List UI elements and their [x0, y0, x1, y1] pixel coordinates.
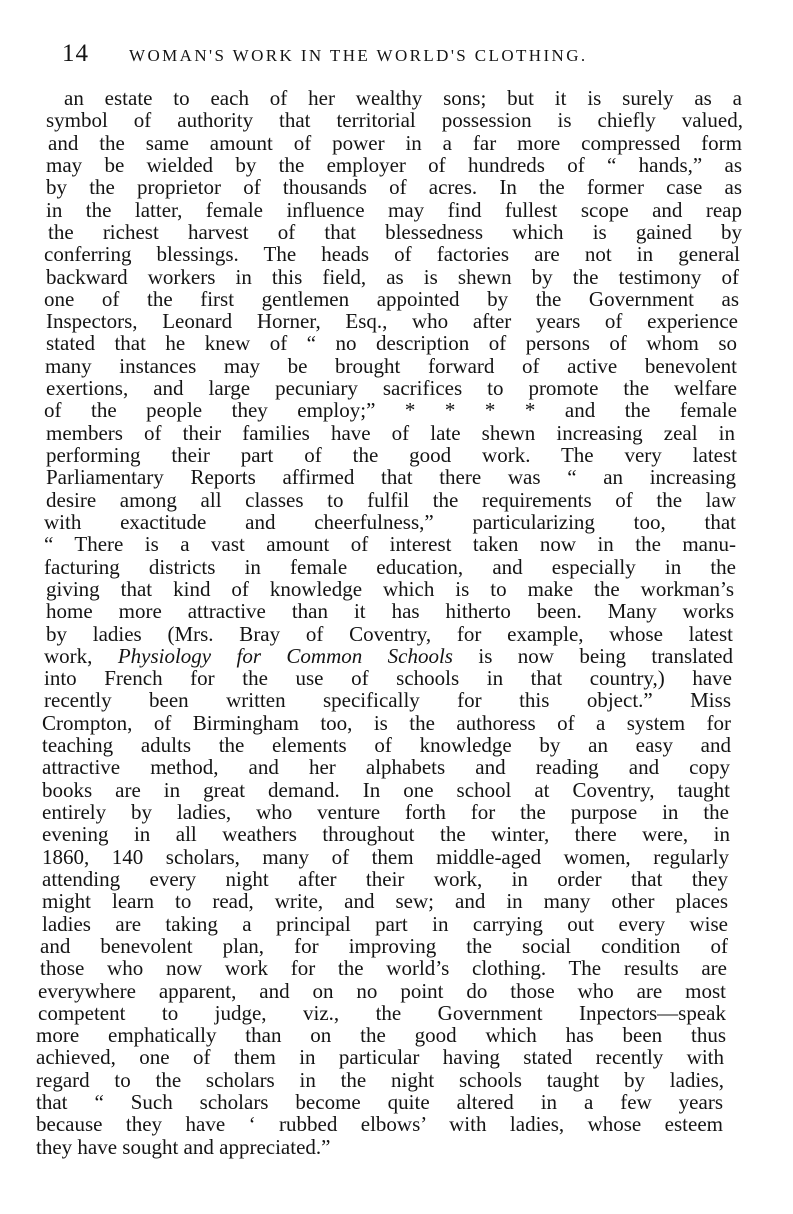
line-text: by ladies (Mrs. Bray of Coventry, for example, whose latest [46, 621, 733, 646]
text-line [36, 1136, 768, 1158]
text-line [36, 288, 768, 310]
text-line [36, 890, 768, 912]
page-number: 14 [62, 40, 89, 67]
line-text: the richest harvest of that blessedness which is gained by [48, 219, 742, 244]
line-text: recently been written specifically for this object.” Miss [44, 688, 731, 713]
line-text: competent to judge, viz., the Government Inpectors—speak [38, 1000, 726, 1025]
line-text: stated that he knew of “ no description of persons of whom so [46, 331, 737, 356]
text-line [36, 422, 768, 444]
text-line [36, 489, 768, 511]
text-line [36, 1046, 768, 1068]
text-line [36, 511, 768, 533]
text-line [36, 444, 768, 466]
line-text: conferring blessings. The heads of factories are not in general [44, 242, 740, 267]
text-line [36, 600, 768, 622]
line-text: giving that kind of knowledge which is to make the workman’s [46, 576, 734, 601]
text-line [36, 556, 768, 578]
line-text: home more attractive than it has hitherto been. Many works [46, 599, 734, 624]
text-line [36, 355, 768, 377]
text-line [36, 377, 768, 399]
line-text: members of their families have of late shewn increasing zeal in [46, 420, 735, 445]
text-line [36, 1002, 768, 1024]
line-text: of the people they employ;” * * * * and the female [44, 398, 737, 423]
line-text: might learn to read, write, and sew; and in many other places [42, 889, 728, 914]
line-text: symbol of authority that territorial possession is chiefly valued, [46, 108, 743, 133]
line-text: with exactitude and cheerfulness,” particularizing too, that [44, 509, 736, 534]
text-line [36, 779, 768, 801]
text-line [36, 1091, 768, 1113]
text-line [36, 801, 768, 823]
line-text: by the proprietor of thousands of acres. In the former case as [46, 175, 742, 200]
line-text: attractive method, and her alphabets and reading and copy [42, 755, 730, 780]
text-line [36, 756, 768, 778]
body-text [36, 87, 768, 1158]
text-line [36, 533, 768, 555]
line-text: Parliamentary Reports affirmed that there was “ an increasing [46, 465, 736, 490]
line-text: evening in all weathers throughout the winter, there were, in [42, 822, 730, 847]
text-line [36, 734, 768, 756]
text-line [36, 243, 768, 265]
text-line [36, 712, 768, 734]
italic-title: Physiology for Common Schools [117, 643, 453, 668]
line-text: and the same amount of power in a far more compressed form [48, 130, 742, 155]
text-line [36, 1113, 768, 1135]
line-text: Crompton, of Birmingham too, is the authoress of a system for [42, 710, 731, 735]
line-text: many instances may be brought forward of active benevolent [45, 353, 737, 378]
text-line [36, 154, 768, 176]
line-text: facturing districts in female education, and especially in the [44, 554, 736, 579]
text-line [36, 87, 768, 109]
line-text: and benevolent plan, for improving the social condition of [40, 933, 728, 958]
line-text: they have sought and appreciated.” [36, 1134, 331, 1159]
line-text: performing their part of the good work. The very latest [46, 443, 737, 467]
line-text: ladies are taking a principal part in carrying out every wise [42, 911, 728, 936]
text-line [36, 310, 768, 332]
line-text: 1860, 140 scholars, many of them middle-aged women, regularly [42, 844, 729, 869]
text-line [36, 578, 768, 600]
text-line [36, 1024, 768, 1046]
line-text: desire among all classes to fulfil the requirements of the law [46, 487, 736, 512]
line-text: that “ Such scholars become quite altered in a few years [36, 1090, 723, 1115]
line-text: Inspectors, Leonard Horner, Esq., who after years of experience [46, 309, 738, 334]
line-text: attending every night after their work, in order that they [42, 866, 728, 891]
text-line [36, 957, 768, 979]
line-text: an estate to each of her wealthy sons; but it is surely as a [64, 86, 742, 110]
line-text: regard to the scholars in the night schools taught by ladies, [36, 1067, 724, 1092]
line-text: more emphatically than on the good which has been thus [36, 1023, 726, 1048]
text-line [36, 913, 768, 935]
line-text: one of the first gentlemen appointed by the Government as [44, 286, 739, 311]
text-line [36, 689, 768, 711]
line-text: “ There is a vast amount of interest taken now in the manu- [44, 532, 736, 557]
text-line [36, 176, 768, 198]
text-line [36, 980, 768, 1002]
line-text: teaching adults the elements of knowledge by an easy and [42, 733, 731, 758]
text-line [36, 221, 768, 243]
text-line [36, 823, 768, 845]
line-text: work, [44, 643, 118, 668]
line-text: exertions, and large pecuniary sacrifices to promote the welfare [46, 376, 737, 401]
line-text: may be wielded by the employer of hundreds of “ hands,” as [46, 152, 742, 177]
line-text: entirely by ladies, who venture forth for the purpose in the [42, 800, 729, 824]
text-line [36, 466, 768, 488]
text-line [36, 109, 768, 131]
line-text: backward workers in this field, as is shewn by the testimony of [46, 264, 739, 289]
line-text: those who now work for the world’s clothing. The results are [40, 956, 727, 981]
text-line [36, 132, 768, 154]
running-title: WOMAN'S WORK IN THE WORLD'S CLOTHING. [129, 46, 588, 65]
running-head [62, 40, 702, 74]
text-line [36, 266, 768, 288]
text-line [36, 623, 768, 645]
text-line [36, 645, 768, 667]
line-text: is now being translated [452, 643, 733, 668]
line-text: into French for the use of schools in that country,) have [44, 666, 732, 691]
text-line [36, 1069, 768, 1091]
text-line [36, 667, 768, 689]
line-text: because they have ‘ rubbed elbows’ with ladies, whose esteem [36, 1112, 723, 1137]
line-text: achieved, one of them in particular having stated recently with [36, 1045, 724, 1070]
text-line [36, 199, 768, 221]
line-text: in the latter, female influence may find fullest scope and reap [46, 197, 742, 222]
line-text: everywhere apparent, and on no point do those who are most [38, 978, 726, 1003]
text-line [36, 846, 768, 868]
text-line [36, 399, 768, 421]
text-line [36, 868, 768, 890]
text-line [36, 332, 768, 354]
line-text: books are in great demand. In one school at Coventry, taught [42, 777, 730, 802]
text-line [36, 935, 768, 957]
